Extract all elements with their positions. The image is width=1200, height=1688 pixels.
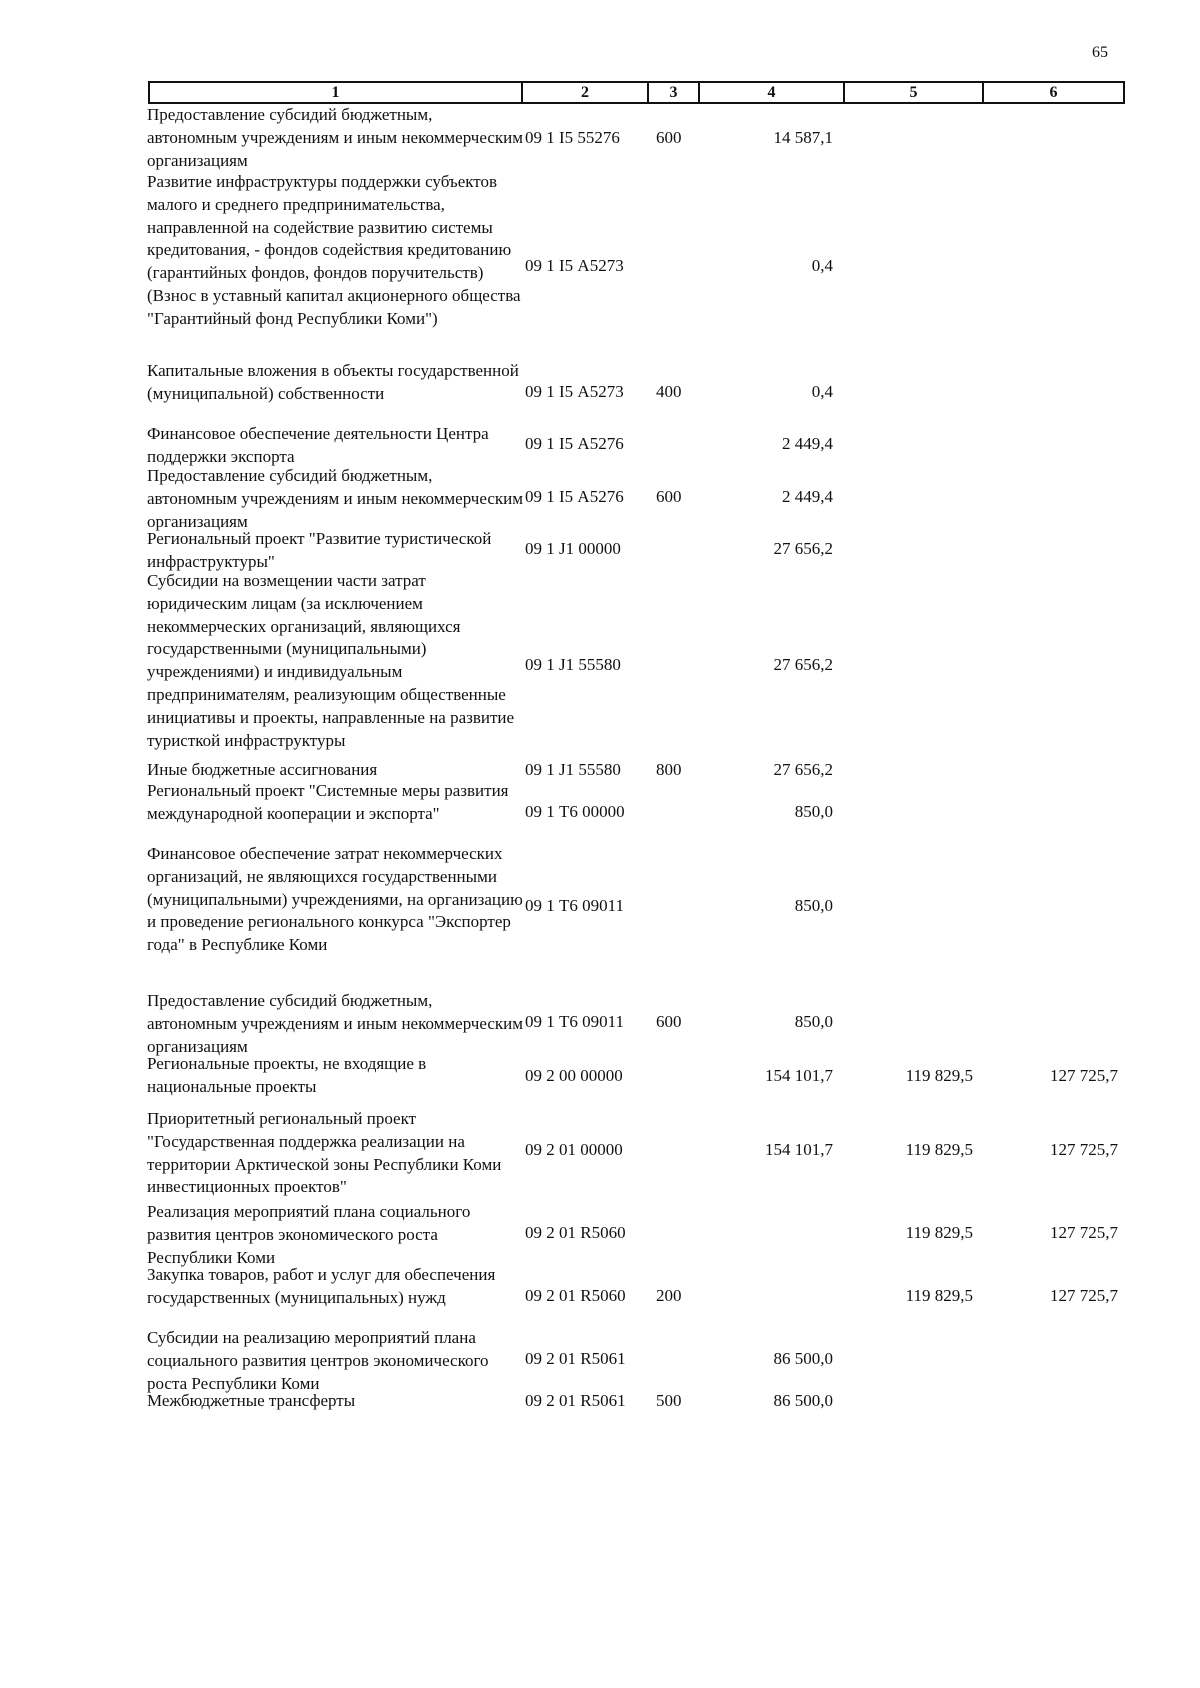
row-value-col4: 2 449,4 [782, 486, 833, 506]
table-row [0, 780, 1200, 843]
row-value-col4: 154 101,7 [765, 1065, 833, 1085]
table-row [0, 1053, 1200, 1098]
row-code: 09 1 I5 А5273 [525, 255, 624, 275]
row-code: 09 1 I5 А5276 [525, 486, 624, 506]
row-value-col4: 850,0 [794, 896, 833, 915]
row-description: Финансовое обеспечение деятельности Центра поддержки экспорта [147, 424, 489, 466]
table-row [0, 1108, 1200, 1197]
row-description: Региональные проекты, не входящие в национальные проекты [147, 1054, 427, 1096]
row-description: Приоритетный региональный проект "Государственная поддержка реализации на территории Арктической зоны Республики Коми инвестиционных проектов" [147, 1109, 502, 1197]
row-value-col4: 850,0 [794, 1011, 833, 1031]
row-description: Региональный проект "Системные меры развития международной кооперации и экспорта" [147, 781, 509, 823]
table-row [0, 570, 1200, 759]
table-header [148, 81, 1125, 104]
table-row [0, 843, 1200, 969]
row-expense-type: 600 [656, 486, 682, 506]
row-description: Финансовое обеспечение затрат некоммерческих организаций, не являющихся государственными (муниципальными) учреждениями, на организацию и проведение регионального конкурса "Экспортер года" в Республике Коми [147, 844, 523, 955]
table-row [0, 528, 1200, 570]
page-number: 65 [1092, 44, 1108, 61]
header-col-5: 5 [845, 83, 984, 102]
table-row [0, 759, 1200, 780]
table-row [0, 423, 1200, 465]
table-row [0, 1264, 1200, 1327]
row-value-col6: 127 725,7 [1050, 1222, 1118, 1242]
row-description: Капитальные вложения в объекты государственной (муниципальной) собственности [147, 361, 519, 403]
row-expense-type: 600 [656, 1011, 682, 1031]
row-value-col4: 27 656,2 [773, 759, 833, 779]
row-description: Развитие инфраструктуры поддержки субъектов малого и среднего предпринимательства, направленной на содействие развитию системы кредитования, - фондов содействия кредитованию (гарантийных фондов, фондов поручительств) (Взнос в уставный капитал акционерного общества "Гарантийный фонд Республики Коми") [147, 172, 521, 328]
row-description: Предоставление субсидий бюджетным, автономным учреждениям и иным некоммерческим организациям [147, 105, 523, 170]
row-code: 09 2 01 R5061 [525, 1391, 626, 1410]
row-value-col4: 14 587,1 [773, 127, 833, 147]
table-row [0, 171, 1200, 360]
row-code: 09 2 01 R5060 [525, 1222, 626, 1242]
row-code: 09 1 J1 55580 [525, 654, 621, 674]
row-code: 09 1 Т6 00000 [525, 801, 625, 821]
row-description: Региональный проект "Развитие туристической инфраструктуры" [147, 529, 492, 571]
row-description: Субсидии на реализацию мероприятий плана социального развития центров экономического роста Республики Коми [147, 1328, 489, 1393]
row-value-col6: 127 725,7 [1050, 1140, 1118, 1159]
row-description: Межбюджетные трансферты [147, 1391, 356, 1410]
table-row [0, 1201, 1200, 1267]
row-expense-type: 500 [656, 1391, 682, 1410]
row-value-col4: 86 500,0 [773, 1348, 833, 1368]
table-row [0, 465, 1200, 531]
table-row [0, 1327, 1200, 1393]
row-value-col4: 0,4 [811, 381, 833, 401]
row-code: 09 1 I5 А5273 [525, 381, 624, 401]
row-value-col4: 2 449,4 [782, 434, 833, 453]
row-expense-type: 600 [656, 127, 682, 147]
row-description: Реализация мероприятий плана социального развития центров экономического роста Республики Коми [147, 1202, 471, 1267]
row-value-col4: 0,4 [811, 255, 833, 275]
row-expense-type: 800 [656, 759, 682, 779]
row-code: 09 1 Т6 09011 [525, 896, 625, 915]
row-value-col4: 27 656,2 [773, 539, 833, 558]
row-value-col4: 850,0 [794, 801, 833, 821]
row-code: 09 2 00 00000 [525, 1065, 623, 1085]
row-description: Иные бюджетные ассигнования [147, 760, 378, 779]
header-col-4: 4 [700, 83, 845, 102]
row-expense-type: 200 [656, 1285, 682, 1305]
row-value-col4: 154 101,7 [765, 1140, 833, 1159]
row-value-col6: 127 725,7 [1050, 1285, 1118, 1305]
row-code: 09 2 01 00000 [525, 1140, 623, 1159]
row-code: 09 1 J1 00000 [525, 539, 621, 558]
row-code: 09 1 I5 55276 [525, 127, 620, 147]
table-row [0, 104, 1200, 171]
row-value-col5: 119 829,5 [905, 1285, 973, 1305]
row-description: Предоставление субсидий бюджетным, автономным учреждениям и иным некоммерческим организациям [147, 991, 523, 1056]
row-code: 09 1 Т6 09011 [525, 1011, 625, 1031]
row-code: 09 2 01 R5061 [525, 1348, 626, 1368]
row-code: 09 1 I5 А5276 [525, 434, 624, 453]
row-expense-type: 400 [656, 381, 682, 401]
table-row [0, 360, 1200, 423]
table-row [0, 1390, 1200, 1412]
row-value-col5: 119 829,5 [905, 1065, 973, 1085]
header-col-2: 2 [523, 83, 649, 102]
row-value-col5: 119 829,5 [905, 1140, 973, 1159]
header-col-1: 1 [150, 83, 523, 102]
row-value-col6: 127 725,7 [1050, 1065, 1118, 1085]
row-description: Закупка товаров, работ и услуг для обеспечения государственных (муниципальных) нужд [147, 1265, 496, 1307]
header-col-3: 3 [649, 83, 700, 102]
row-description: Предоставление субсидий бюджетным, автономным учреждениям и иным некоммерческим организациям [147, 466, 523, 531]
row-value-col4: 27 656,2 [773, 654, 833, 674]
row-value-col5: 119 829,5 [905, 1222, 973, 1242]
row-code: 09 2 01 R5060 [525, 1285, 626, 1305]
row-code: 09 1 J1 55580 [525, 759, 621, 779]
table-row [0, 990, 1200, 1056]
row-value-col4: 86 500,0 [773, 1391, 833, 1410]
row-description: Субсидии на возмещении части затрат юридическим лицам (за исключением некоммерческих организаций, являющихся государственными (муниципальными) учреждениями) и индивидуальным предпринимателям, реализующим общественные инициативы и проекты, направленные на развитие туристкой инфраструктуры [147, 571, 515, 750]
header-col-6: 6 [1049, 84, 1058, 101]
